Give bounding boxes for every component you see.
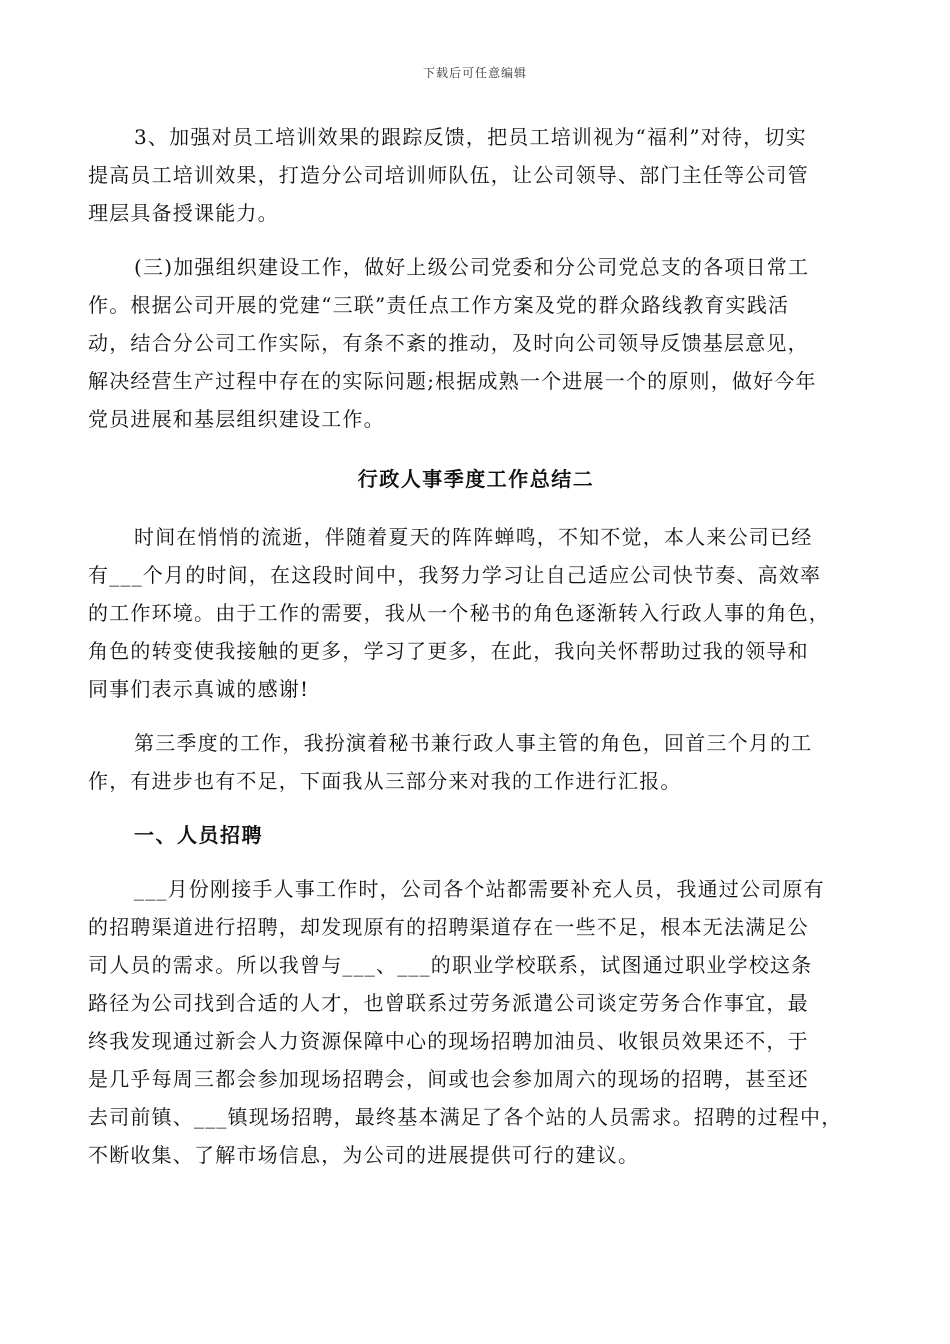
- text-line: 作。根据公司开展的党建“三联”责任点工作方案及党的群众路线教育实践活: [88, 293, 790, 317]
- page-header: 下载后可任意编辑: [422, 66, 527, 80]
- text-line: 第三季度的工作，我扮演着秘书兼行政人事主管的角色，回首三个月的工: [134, 731, 813, 755]
- text-line: 作，有进步也有不足，下面我从三部分来对我的工作进行汇报。: [88, 769, 682, 793]
- text-line: 不断收集、了解市场信息，为公司的进展提供可行的建议。: [88, 1143, 640, 1167]
- text-line: (三)加强组织建设工作，做好上级公司党委和分公司党总支的各项日常工: [134, 255, 810, 279]
- text-line: 的招聘渠道进行招聘，却发现原有的招聘渠道存在一些不足，根本无法满足公: [88, 915, 809, 939]
- text-line: 同事们表示真诚的感谢!: [88, 677, 310, 701]
- text-line: 司人员的需求。所以我曾与___、___的职业学校联系，试图通过职业学校这条: [88, 953, 813, 977]
- text-line: 去司前镇、___镇现场招聘，最终基本满足了各个站的人员需求。招聘的过程中，: [88, 1105, 843, 1129]
- paragraph-organization-building: [88, 248, 864, 438]
- text-line: 理层具备授课能力。: [88, 201, 279, 225]
- text-line: 提高员工培训效果，打造分公司培训师队伍，让公司领导、部门主任等公司管: [88, 163, 809, 187]
- text-line: 3、加强对员工培训效果的跟踪反馈，把员工培训视为“福利”对待，切实: [134, 125, 807, 149]
- text-line: ___月份刚接手人事工作时，公司各个站都需要补充人员，我通过公司原有: [134, 877, 825, 901]
- text-line: 党员进展和基层组织建设工作。: [88, 407, 385, 431]
- text-line: 是几乎每周三都会参加现场招聘会，间或也会参加周六的现场的招聘，甚至还: [88, 1067, 809, 1091]
- text-line: 解决经营生产过程中存在的实际问题;根据成熟一个进展一个的原则，做好今年: [88, 369, 817, 393]
- paragraph-introduction: [88, 518, 864, 708]
- paragraph-third-quarter: [88, 724, 864, 800]
- paragraph-recruitment: [88, 870, 864, 1174]
- text-line: 动，结合分公司工作实际，有条不紊的推动，及时向公司领导反馈基层意见，: [88, 331, 809, 355]
- paragraph-training-feedback: [88, 118, 864, 232]
- text-line: 角色的转变使我接触的更多，学习了更多，在此，我向关怀帮助过我的领导和: [88, 639, 809, 663]
- text-line: 路径为公司找到合适的人才，也曾联系过劳务派遣公司谈定劳务合作事宜，最: [88, 991, 809, 1015]
- text-line: 终我发现通过新会人力资源保障中心的现场招聘加油员、收银员效果还不，于: [88, 1029, 809, 1053]
- text-line: 有___个月的时间，在这段时间中，我努力学习让自己适应公司快节奏、高效率: [88, 563, 822, 587]
- text-line: 的工作环境。由于工作的需要，我从一个秘书的角色逐渐转入行政人事的角色，: [88, 601, 830, 625]
- section-title: 行政人事季度工作总结二: [357, 467, 595, 491]
- text-line: 时间在悄悄的流逝，伴随着夏天的阵阵蝉鸣，不知不觉，本人来公司已经: [134, 525, 813, 549]
- document-body: [88, 118, 864, 1190]
- section-heading-recruitment: 一、人员招聘: [134, 823, 263, 847]
